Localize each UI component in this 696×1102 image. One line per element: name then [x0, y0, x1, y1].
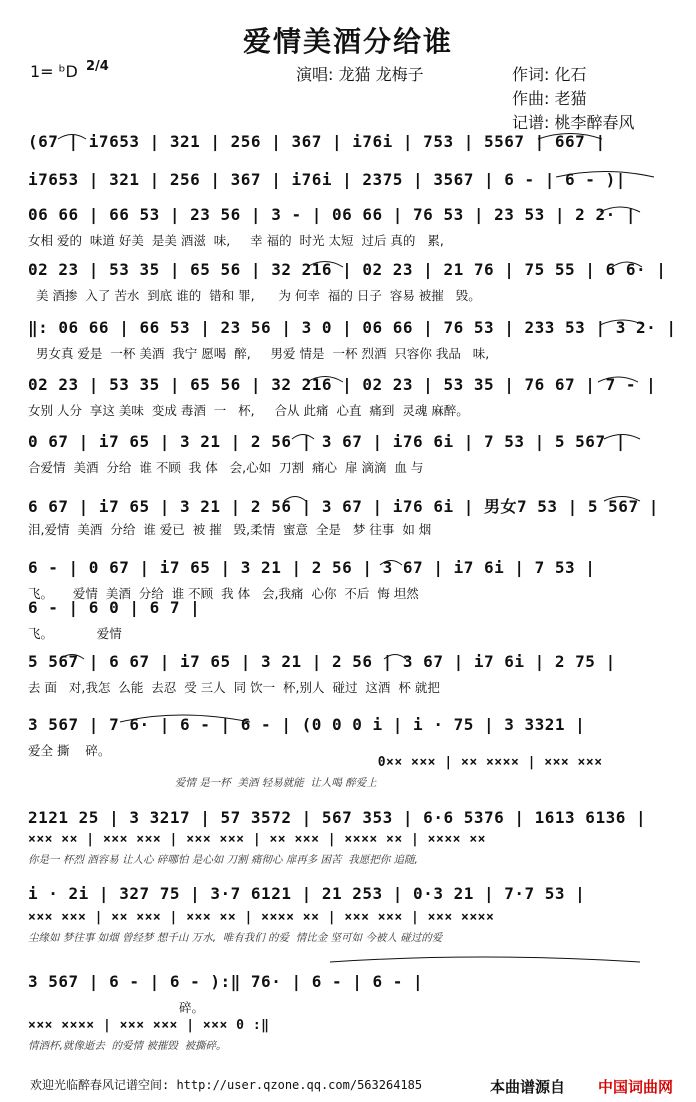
lyrics-line: 泪,爱情 美酒 分给 谁 爱已 被 摧 毁,柔情 蜜意 全是 梦 往事 如 烟: [28, 522, 432, 537]
notation-line: 3 567 | 6 - | 6 - ):‖ 76· | 6 - | 6 - |: [28, 972, 424, 991]
transcriber: 记谱: 桃李醉春风: [512, 113, 635, 132]
notation-line: i7653 | 321 | 256 | 367 | i76i | 2375 | 3567 | 6 - | 6 - )|: [28, 170, 626, 189]
score-row: [28, 652, 668, 704]
lyricist: 作词: 化石: [512, 65, 587, 84]
lyrics-line: 飞。 爱情: [28, 626, 122, 641]
lyrics-line: 碎。: [28, 1000, 204, 1015]
score-row: [28, 318, 677, 370]
lyrics-line: 合爱情 美酒 分给 谁 不顾 我 体 会,心如 刀割 痛心 扉 滴滴 血 与: [28, 460, 424, 475]
lyrics-line: 男女真 爱是 一杯 美酒 我宁 愿喝 醉, 男爱 情是 一杯 烈酒 只容你 我品 味,: [28, 346, 490, 361]
score-row: [28, 432, 668, 484]
notation-line: 0 67 | i7 65 | 3 21 | 2 56 | 3 67 | i76 6i | 7 53 | 5 567 |: [28, 432, 626, 451]
notation-line: 02 23 | 53 35 | 65 56 | 32 216 | 02 23 | 53 35 | 76 67 | 7 - |: [28, 375, 657, 394]
rhythm-line: ××× ××× | ×× ××× | ××× ×× | ×××× ×× | ××× ××× | ××× ××××: [28, 910, 495, 925]
rhythm-line: ××× ×××× | ××× ××× | ××× 0 :‖: [28, 1018, 270, 1033]
rhythm-row: [28, 755, 668, 807]
rhythm-row: [28, 910, 668, 962]
score-row: [28, 375, 668, 427]
notation-line: 5 567 | 6 67 | i7 65 | 3 21 | 2 56 | 3 67 | i7 6i | 2 75 |: [28, 652, 616, 671]
key-signature: 1= ᵇD: [30, 62, 78, 81]
footer-url: 欢迎光临醉春风记谱空间: http://user.qzone.qq.com/563264185: [30, 1078, 423, 1092]
rap-lyrics-line: 爱情 是一杯 美酒 轻易就能 让人喝 醉爱上: [28, 777, 377, 789]
source-site: 中国词曲网: [598, 1078, 674, 1096]
notation-line: ‖: 06 66 | 66 53 | 23 56 | 3 0 | 06 66 | 76 53 | 233 53 | 3 2· |: [28, 318, 677, 337]
rap-lyrics-line: 尘缘如 梦往事 如烟 曾经梦 想千山 万水, 唯有我们 的爱 情比金 坚可如 今被人 碰过的爱: [28, 932, 443, 944]
rap-lyrics-line: 情酒杯,就像逝去 的爱情 被摧毁 被撕碎。: [28, 1040, 227, 1052]
lyrics-line: 女相 爱的 味道 好美 是美 酒滋 味, 幸 福的 时光 太短 过后 真的 累,: [28, 233, 444, 248]
score-row: [28, 260, 668, 312]
notation-line: 6 - | 0 67 | i7 65 | 3 21 | 2 56 | 3 67 | i7 6i | 7 53 |: [28, 558, 596, 577]
notation-line: 2121 25 | 3 3217 | 57 3572 | 567 353 | 6·6 5376 | 1613 6136 |: [28, 808, 647, 827]
lyrics-line: 爱全 撕 碎。: [28, 743, 111, 758]
rhythm-line: ××× ×× | ××× ××× | ××× ××× | ×× ××× | ×××× ×× | ×××× ××: [28, 832, 486, 847]
time-signature: 2/4: [86, 59, 109, 74]
rhythm-row: [28, 1018, 668, 1070]
notation-line: 3 567 | 7 6· | 6 - | 6 - | (0 0 0 i | i · 75 | 3 3321 |: [28, 715, 586, 734]
score-row: [28, 598, 668, 650]
notation-line: (67 | i7653 | 321 | 256 | 367 | i76i | 753 | 5567 | 667 |: [28, 132, 606, 151]
rhythm-line: 0×× ××× | ×× ×××× | ××× ×××: [28, 755, 603, 770]
lyrics-line: 女别 人分 享这 美味 变成 毒酒 一 杯, 合从 此痛 心直 痛到 灵魂 麻醉。: [28, 403, 469, 418]
score-row: [28, 972, 668, 1024]
rap-lyrics-line: 你是一 杯烈 酒容易 让人心 碎哪怕 是心如 刀割 痛彻心 扉再多 困苦 我愿把你 追随,: [28, 854, 418, 866]
score-row: [28, 494, 668, 546]
source-label: 本曲谱源自: [490, 1078, 566, 1096]
notation-line: 6 - | 6 0 | 6 7 |: [28, 598, 201, 617]
composer: 作曲: 老猫: [512, 89, 587, 108]
notation-line: 06 66 | 66 53 | 23 56 | 3 - | 06 66 | 76 53 | 23 53 | 2 2· |: [28, 205, 636, 224]
lyrics-line: 美 酒掺 入了 苦水 到底 谁的 错和 罪, 为 何幸 福的 日子 容易 被摧 毁。: [28, 288, 481, 303]
score-row: [28, 205, 668, 257]
lyrics-line: 去 面 对,我怎 么能 去忍 受 三人 同 饮一 杯,别人 碰过 这酒 杯 就把: [28, 680, 440, 695]
song-title: 爱情美酒分给谁: [242, 25, 453, 58]
performers: 演唱: 龙猫 龙梅子: [296, 65, 424, 84]
notation-line: i · 2i | 327 75 | 3·7 6121 | 21 253 | 0·3 21 | 7·7 53 |: [28, 884, 586, 903]
rhythm-row: [28, 832, 668, 884]
lyrics-line: 飞。 爱情 美酒 分给 谁 不顾 我 体 会,我痛 心你 不后 悔 坦然: [28, 586, 419, 601]
notation-line: 02 23 | 53 35 | 65 56 | 32 216 | 02 23 | 21 76 | 75 55 | 6 6· |: [28, 260, 667, 279]
notation-line: 6 67 | i7 65 | 3 21 | 2 56 | 3 67 | i76 6i | 男女7 53 | 5 567 |: [28, 497, 659, 516]
